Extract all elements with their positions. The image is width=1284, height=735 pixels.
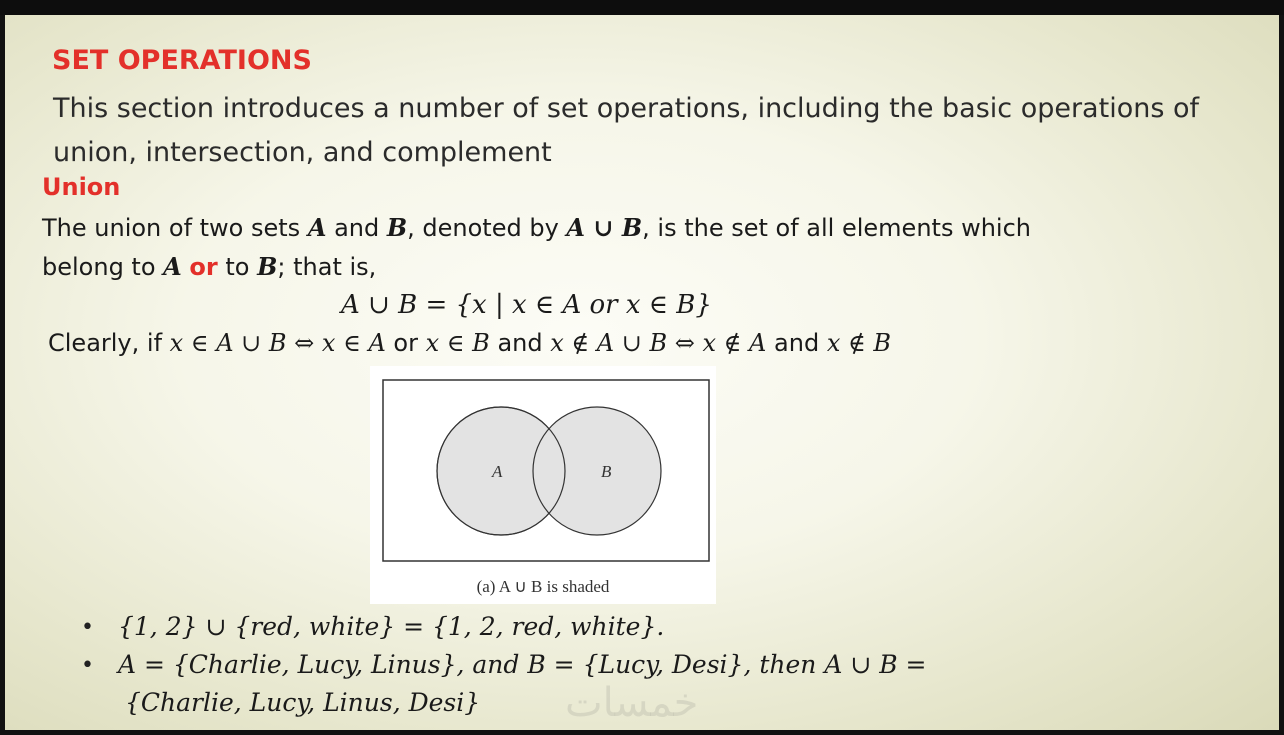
watermark: خمسات (565, 680, 699, 726)
union-subheading: Union (42, 173, 121, 201)
venn-diagram-figure (370, 366, 716, 604)
set-a-symbol: A (163, 252, 182, 281)
bullet-item-2-continuation: {Charlie, Lucy, Linus, Desi} (125, 688, 481, 717)
clearly-and-2: and (766, 329, 827, 357)
union-formula: A ∪ B = {x | x ∈ A or x ∈ B} (341, 290, 712, 320)
definition-text: belong to (42, 253, 164, 281)
bullet-dot: • (81, 615, 94, 640)
definition-line-2 (42, 252, 376, 281)
clearly-expr-1: x ∈ A ∪ B ⇔ x ∈ A (169, 329, 386, 357)
definition-text: and (326, 214, 387, 242)
top-black-bar (0, 0, 1284, 15)
bullet-item-2: A = {Charlie, Lucy, Linus}, and B = {Lucy, Desi}, then A ∪ B = (118, 650, 927, 679)
slide (5, 15, 1279, 730)
venn-diagram (370, 366, 716, 576)
definition-text: The union of two sets (42, 214, 308, 242)
definition-line-1 (42, 213, 1031, 242)
clearly-expr-2: x ∈ B (425, 329, 490, 357)
definition-text: ; that is, (277, 253, 377, 281)
set-b-symbol: B (386, 213, 408, 242)
definition-text: to (217, 253, 258, 281)
bullet-item-1: {1, 2} ∪ {red, white} = {1, 2, red, white}. (118, 612, 665, 641)
intro-paragraph: This section introduces a number of set operations, including the basic operations of union, intersection, and complement (53, 93, 1199, 168)
clearly-expr-3: x ∉ A ∪ B ⇔ x ∉ A (550, 329, 767, 357)
or-keyword: or (189, 253, 218, 281)
definition-text: , is the set of all elements which (642, 214, 1031, 242)
set-a-symbol: A (307, 213, 327, 242)
union-notation: A ∪ B (566, 213, 643, 242)
clearly-and-1: and (489, 329, 551, 357)
circle-b (533, 407, 661, 535)
clearly-or: or (385, 329, 426, 357)
bullet-dot: • (81, 653, 94, 678)
definition-text: , denoted by (407, 214, 567, 242)
slide-heading: SET OPERATIONS (52, 45, 312, 76)
set-b-symbol: B (257, 252, 278, 281)
clearly-statement (48, 329, 891, 357)
clearly-label: Clearly, if (48, 329, 170, 357)
label-b: B (601, 462, 612, 481)
figure-caption: (a) A ∪ B is shaded (476, 577, 610, 596)
clearly-expr-4: x ∉ B (826, 329, 892, 357)
label-a: A (492, 462, 503, 481)
